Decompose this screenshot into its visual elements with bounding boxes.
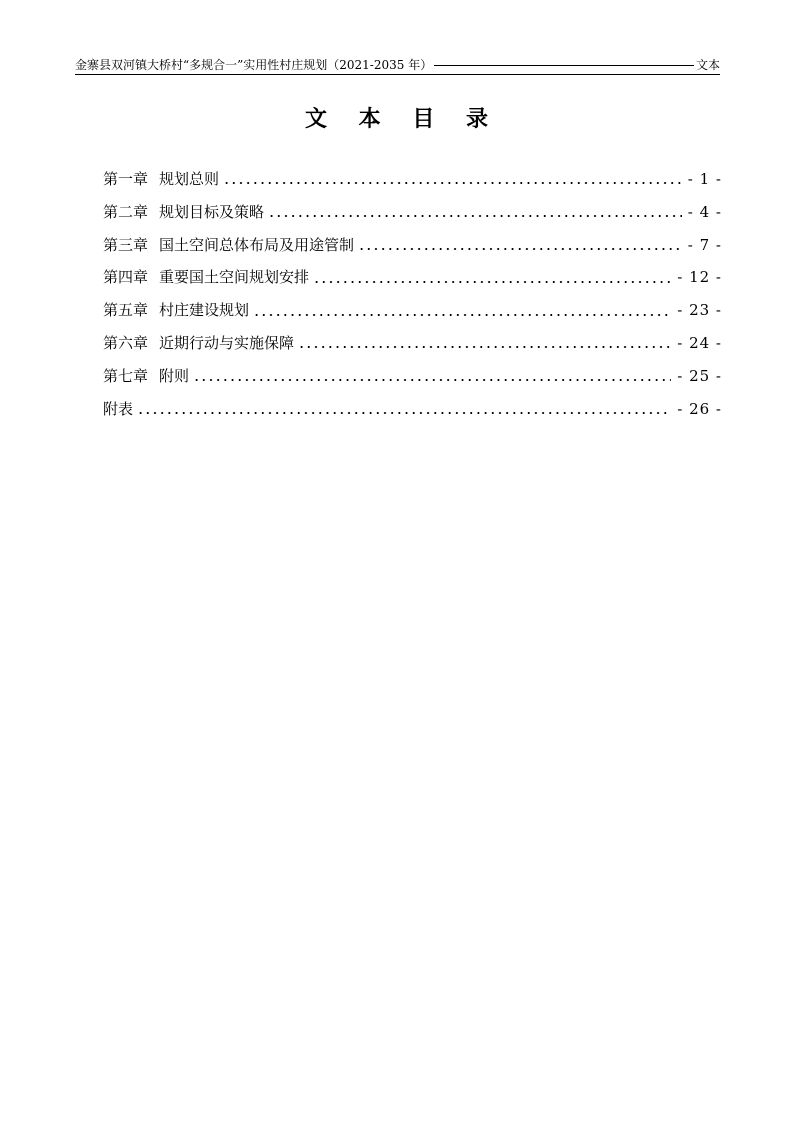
toc-page-number: - 24 - [677,333,722,352]
toc-entry[interactable] [103,163,722,196]
toc-entry-title: 重要国土空间规划安排 [159,268,310,287]
toc-page-number: - 23 - [677,301,722,320]
toc-chapter-number: 第六章 [103,333,149,352]
toc-page-number: - 26 - [677,399,722,418]
toc-entry[interactable] [103,196,722,229]
toc-dot-leader [298,336,671,350]
toc-dot-leader [253,304,671,318]
toc-entry[interactable] [103,294,722,327]
toc-entry-title: 附表 [103,399,134,418]
toc-dot-leader [137,402,671,416]
toc-entry-title: 国土空间总体布局及用途管制 [159,235,355,254]
toc-entry-title: 近期行动与实施保障 [159,333,295,352]
toc-entry-title: 附则 [159,366,190,385]
toc-page-number: - 4 - [687,202,722,221]
toc-dot-leader [268,205,682,219]
header-rule [434,62,694,69]
toc-page-number: - 1 - [687,170,722,188]
toc-entry[interactable] [103,393,722,426]
toc-chapter-number: 第五章 [103,301,149,320]
toc-dot-leader [193,369,671,383]
page-title: 文 本 目 录 [305,107,500,132]
toc-dot-leader [223,172,682,186]
toc-chapter-number: 第四章 [103,268,149,287]
toc-entry[interactable] [103,261,722,294]
toc-page-number: - 12 - [677,268,722,287]
table-of-contents [103,163,722,425]
toc-entry-title: 规划目标及策略 [159,202,265,221]
toc-dot-leader [358,238,682,252]
header-title: 金寨县双河镇大桥村“多规合一”实用性村庄规划（2021-2035 年） [75,58,433,72]
toc-page-number: - 7 - [687,235,722,254]
toc-entry[interactable] [103,360,722,393]
toc-chapter-number: 第一章 [103,170,149,188]
toc-entry-title: 村庄建设规划 [159,301,250,320]
running-header [75,57,720,75]
toc-chapter-number: 第三章 [103,235,149,254]
header-section-label: 文本 [695,58,720,72]
toc-entry-title: 规划总则 [159,170,220,188]
toc-dot-leader [313,271,671,285]
toc-chapter-number: 第二章 [103,202,149,221]
toc-page-number: - 25 - [677,366,722,385]
toc-entry[interactable] [103,229,722,262]
toc-entry[interactable] [103,327,722,360]
toc-chapter-number: 第七章 [103,366,149,385]
